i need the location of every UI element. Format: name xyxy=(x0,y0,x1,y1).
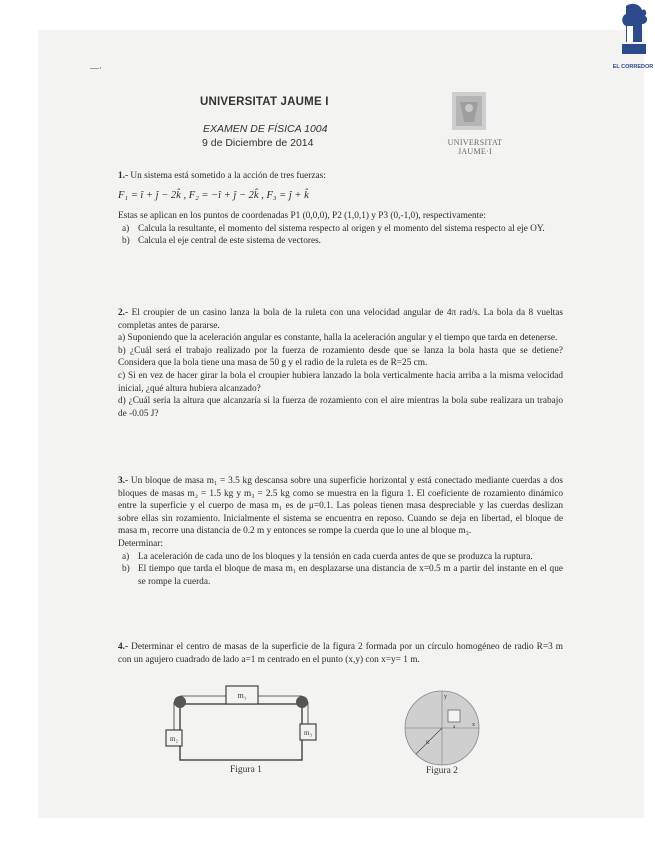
q4-statement xyxy=(118,641,563,666)
q1-text: Un sistema está sometido a la acción de tres fuerzas: xyxy=(130,171,326,181)
question-4 xyxy=(118,641,563,666)
q2-item-a: a) Suponiendo que la aceleración angular es constante, halla la aceleración angular y el tiempo que tarda en detenerse. xyxy=(118,333,558,344)
corner-logo xyxy=(612,2,654,72)
university-title: UNIVERSITAT JAUME I xyxy=(200,96,329,108)
q3-b-mark: b) xyxy=(122,564,130,575)
table-surface xyxy=(180,704,302,760)
q3-item-b xyxy=(118,563,563,588)
q4-text: Determinar el centro de masas de la superficie de la figura 2 formada por un círculo homogéneo de radio R=3 m con un agujero cuadrado de lado a=1 m centrado en el punto (x,y) con x=y= 1 m. xyxy=(118,642,563,665)
q1-item-a xyxy=(118,223,563,236)
q3-b-text: El tiempo que tarda el bloque de masa m₁ en desplazarse una distancia de x=0.5 m a partir del instante en el que se rompe la cuerda. xyxy=(138,564,563,587)
q3-statement xyxy=(118,475,563,538)
q3-number: 3.- xyxy=(118,476,129,486)
exam-sheet xyxy=(38,30,644,818)
q2-statement xyxy=(118,307,563,332)
square-hole xyxy=(448,710,460,722)
figure-2 xyxy=(402,688,482,768)
axis-x-label: x xyxy=(472,722,475,728)
q1-b-mark: b) xyxy=(122,236,130,247)
right-pulley-icon xyxy=(296,696,308,708)
margin-mark: —· xyxy=(90,63,102,73)
radius-r-label: R xyxy=(426,741,430,746)
label-m3: m₃ xyxy=(304,729,312,737)
q2-text: El croupier de un casino lanza la bola de la ruleta con una velocidad angular de 4π rad/s. La bola da 8 vueltas completas antes de pararse. xyxy=(118,308,564,331)
exam-name: EXAMEN DE FÍSICA 1004 xyxy=(203,123,328,135)
q1-points: Estas se aplican en los puntos de coordenadas P1 (0,0,0), P2 (1,0,1) y P3 (0,-1,0), respectivamente: xyxy=(118,211,486,222)
question-3 xyxy=(118,475,563,588)
figure-1 xyxy=(160,682,330,762)
q3-item-a xyxy=(118,551,563,564)
corner-logo-text: EL CORREDOR xyxy=(612,64,654,70)
q3-a-text: La aceleración de cada uno de los bloques y la tensión en cada cuerda antes de que se produzca la ruptura. xyxy=(138,551,533,562)
q3-determinar: Determinar: xyxy=(118,538,163,549)
label-m1: m₁ xyxy=(237,691,247,700)
question-2 xyxy=(118,307,563,420)
side-a-label: a xyxy=(453,725,456,730)
q2-item-d: d) ¿Cuál sería la altura que alcanzaría si la fuerza de rozamiento con el aire mientras la bola sube realizara un trabajo de -0.05 J? xyxy=(118,396,563,419)
q1-a-mark: a) xyxy=(122,223,130,234)
left-pulley-icon xyxy=(174,696,186,708)
university-logo-text xyxy=(440,138,510,156)
university-logo-icon xyxy=(452,92,486,130)
q3-a-mark: a) xyxy=(122,551,130,562)
q1-statement xyxy=(118,170,563,183)
question-1 xyxy=(118,170,563,248)
q1-item-b xyxy=(118,235,563,248)
q1-forces: F₁ = î + ĵ − 2k̂ , F₂ = −î + ĵ − 2k̂ , F₃ = ĵ + k̂ xyxy=(118,189,309,201)
q2-number: 2.- xyxy=(118,308,129,318)
q4-number: 4.- xyxy=(118,642,129,652)
q1-b-text: Calcula el eje central de este sistema de vectores. xyxy=(138,236,322,247)
exam-date: 9 de Diciembre de 2014 xyxy=(202,137,314,149)
figure-1-label: Figura 1 xyxy=(230,765,262,775)
figure-2-label: Figura 2 xyxy=(426,766,458,776)
logo-text-line1: UNIVERSITAT xyxy=(447,138,503,147)
logo-text-line2: JAUME·I xyxy=(457,147,493,156)
q2-item-b: b) ¿Cuál será el trabajo realizado por la fuerza de rozamiento desde que se lanza la bola hasta que se detiene? Considera que la bola tiene una masa de 50 g y el radio de la ruleta es de R=25 cm. xyxy=(118,345,563,369)
q1-number: 1.- xyxy=(118,171,129,181)
axis-y-label: y xyxy=(444,694,447,700)
q1-a-text: Calcula la resultante, el momento del sistema respecto al origen y el momento del sistema respecto al eje OY. xyxy=(138,223,545,234)
label-m2: m₂ xyxy=(170,735,178,743)
q3-text: Un bloque de masa m₁ = 3.5 kg descansa sobre una superficie horizontal y está conectado mediante cuerdas a dos bloques de masas m₂ = 1.5 kg y m₃ = 2.5 kg como se muestra en la figura 1. El coeficiente de rozamiento dinámico entre la superficie y el cuerpo de masa m₁ es de μ=0.1. Las poleas tienen masa despreciable y las cuerdas deslizan sobre ellas sin rozamiento. Inicialmente el sistema se encuentra en reposo. Cuando se deja en libertad, el bloque de masa m₁ recorre una distancia de 0.2 m y entonces se rompe la cuerda que lo une al bloque m₃. xyxy=(118,476,563,537)
q2-item-c: c) Si en vez de hacer girar la bola el croupier hubiera lanzado la bola verticalmente hacia arriba a la misma velocidad inicial, ¿qué altura hubiera alcanzado? xyxy=(118,370,563,394)
